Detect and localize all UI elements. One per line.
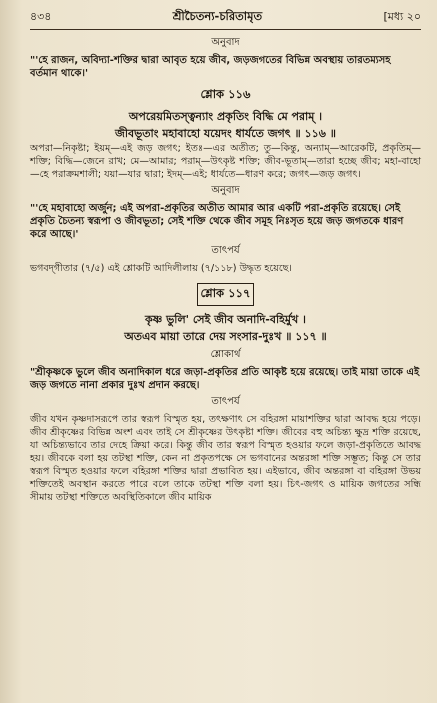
shloka-116-line-1: অপরেয়মিতস্ত্বন্যাং প্রকৃতিং বিদ্ধি মে পরাম্‌ । — [128, 110, 323, 123]
shloka-116-label: শ্লোক ১১৬ — [200, 87, 251, 101]
shloka-117-label: শ্লোক ১১৭ — [30, 281, 421, 308]
shloka-117-translation: "শ্রীকৃষ্ণকে ভুলে জীব অনাদিকাল ধরে জড়া-প্রকৃতির প্রতি আকৃষ্ট হয়ে রয়েছে। তাই মায়া তাকে এই জড় জগতে নানা প্রকার দুঃখ প্রদান করছে। — [30, 367, 420, 391]
section-label-translation-1: অনুবাদ — [211, 37, 240, 48]
shloka-117-purport: জীব যখন কৃষ্ণদাসরূপে তার স্বরূপ বিস্মৃত হয়, তৎক্ষণাৎ সে বহিরঙ্গা মায়াশক্তির দ্বারা আবদ্ধ হয়ে পড়ে। জীব শ্রীকৃষ্ণের বিভিন্ন অংশ এবং তাই সে শ্রীকৃষ্ণের উৎকৃষ্টা শক্তি। জীবের বহু অচিন্ত্য ক্ষুদ্র শক্তি রয়েছে, যা অচিন্ত্যভাবে তার দেহে ক্রিয়া করে। কিন্তু জীব তার স্বরূপ বিস্মৃত হওয়ার ফলে জড়া-প্রকৃতিতে আবদ্ধ হয়। জীবকে বলা হয় তটস্থা শক্তি, কেন না প্রকৃতপক্ষে সে ভগবানের অন্তরঙ্গা শক্তি সম্ভূত; কিন্তু সে তার স্বরূপ বিস্মৃত হওয়ার ফলে বহিরঙ্গা শক্তির দ্বারা প্রভাবিত হয়। এইভাবে, জীব অন্তরঙ্গা বা বহিরঙ্গা উভয় শক্তিতেই অবস্থান করতে পারে বলে তাকে তটস্থা শক্তি বলা হয়। চিৎ-জগৎ ও মায়িক জগতের সন্ধি সীমায় তটস্থা শক্তিতে অবস্থিতিকালে জীব মায়িক — [30, 414, 421, 503]
shloka-116-line-2: জীবভূতাং মহাবাহো যয়েদং ধার্যতে জগৎ ॥ ১১৬ ॥ — [115, 127, 336, 140]
shloka-116-translation: "'হে মহাবাহো অর্জুন; এই অপরা-প্রকৃতির অতীত আমার আর একটি পরা-প্রকৃতি রয়েছে। সেই প্রকৃতি চৈতন্য স্বরূপা ও জীবভূতা; সেই শক্তি থেকে জীব সমূহ নিঃসৃত হয়ে জড় জগতকে ধারণ করে আছে।' — [30, 203, 404, 240]
shloka-117-line-2: অতএব মায়া তারে দেয় সংসার-দুঃখ ॥ ১১৭ ॥ — [124, 330, 327, 343]
shloka-116-synonyms: অপরা—নিকৃষ্টা; ইয়ম্‌—এই জড় জগৎ; ইতঃ—এর অতীত; তু—কিন্তু, অন্যাম্‌—আরেকটি, প্রকৃতিম্‌—শক্তি; বিদ্ধি—জেনে রাখ; মে—আমার; পরাম্‌—উৎকৃষ্ট শক্তি; জীব-ভূতাম্‌—তারা হচ্ছে জীব; মহা-বাহো—হে পরাক্রমশালী; যয়া—যার দ্বারা; ইদম্‌—এই; ধার্যতে—ধারণ করে; জগৎ—জড় জগৎ। — [30, 143, 421, 180]
translation-text-1: "'হে রাজন, অবিদ্যা-শক্তির দ্বারা আবৃত হয়ে জীব, জড়জগতের বিভিন্ন অবস্থায় তারতম্যসহ বর্তমান থাকে।' — [30, 55, 391, 79]
shloka-116-purport: ভগবদ্‌গীতার (৭/৫) এই শ্লোকটি আদিলীলায় (৭/১১৮) উদ্ধৃত হয়েছে। — [30, 263, 292, 274]
shloka-117-line-1: কৃষ্ণ ভুলি' সেই জীব অনাদি-বহির্মুখ । — [145, 313, 306, 326]
shloka-117-purport-label: তাৎপর্য — [211, 396, 240, 407]
page-number: ৪৩৪ — [30, 10, 52, 23]
page-header — [30, 8, 421, 30]
book-title: শ্রীচৈতন্য-চরিতামৃত — [172, 9, 263, 23]
section-marker: [মধ্য ২০ — [383, 10, 421, 23]
shloka-116-translation-label: অনুবাদ — [211, 185, 240, 196]
shloka-117-translation-label: শ্লোকার্থ — [210, 349, 241, 360]
shloka-116-purport-label: তাৎপর্য — [211, 245, 240, 256]
